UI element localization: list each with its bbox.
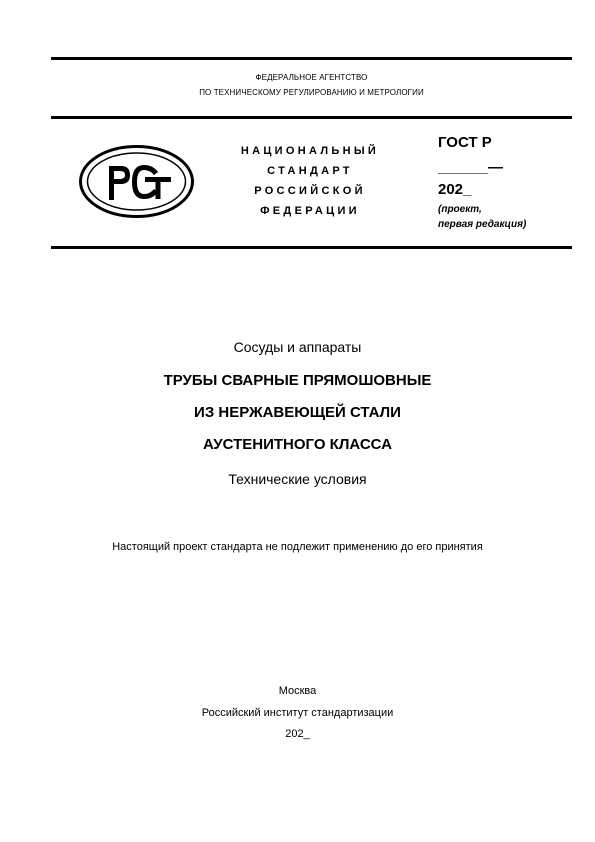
document-title-line-2: ИЗ НЕРЖАВЕЮЩЕЙ СТАЛИ [194,404,401,421]
publisher-name: Российский институт стандартизации [201,707,394,719]
draft-notice: Настоящий проект стандарта не подлежит применению до его принятия [112,541,483,553]
header-bottom-rule [51,246,572,249]
draft-note-line-2: первая редакция) [438,219,527,230]
draft-note [438,202,526,232]
national-standard-label [236,141,384,221]
document-title-line-3: АУСТЕНИТНОГО КЛАССА [203,436,392,453]
national-standard-line-1: НАЦИОНАЛЬНЫЙ [240,145,380,157]
gost-year: 202_ [438,181,472,198]
agency-line-1: ФЕДЕРАЛЬНОЕ АГЕНТСТВО [255,73,368,82]
document-subtitle: Технические условия [228,471,367,487]
national-standard-line-4: ФЕДЕРАЦИИ [260,205,360,217]
publication-city: Москва [278,685,317,697]
rst-logo-icon [78,144,195,219]
gost-number-blank: ______— [438,159,504,176]
top-rule [51,57,572,60]
document-title-line-1: ТРУБЫ СВАРНЫЕ ПРЯМОШОВНЫЕ [163,372,432,389]
national-standard-line-3: РОССИЙСКОЙ [254,185,366,197]
publication-year: 202_ [285,728,310,740]
gost-designation: ГОСТ Р [438,134,492,151]
draft-note-line-1: (проект, [438,204,482,215]
header-rule [51,116,572,119]
document-subject: Сосуды и аппараты [233,339,362,355]
national-standard-line-2: СТАНДАРТ [267,165,353,177]
agency-line-2: ПО ТЕХНИЧЕСКОМУ РЕГУЛИРОВАНИЮ И МЕТРОЛОГИИ [199,88,424,97]
